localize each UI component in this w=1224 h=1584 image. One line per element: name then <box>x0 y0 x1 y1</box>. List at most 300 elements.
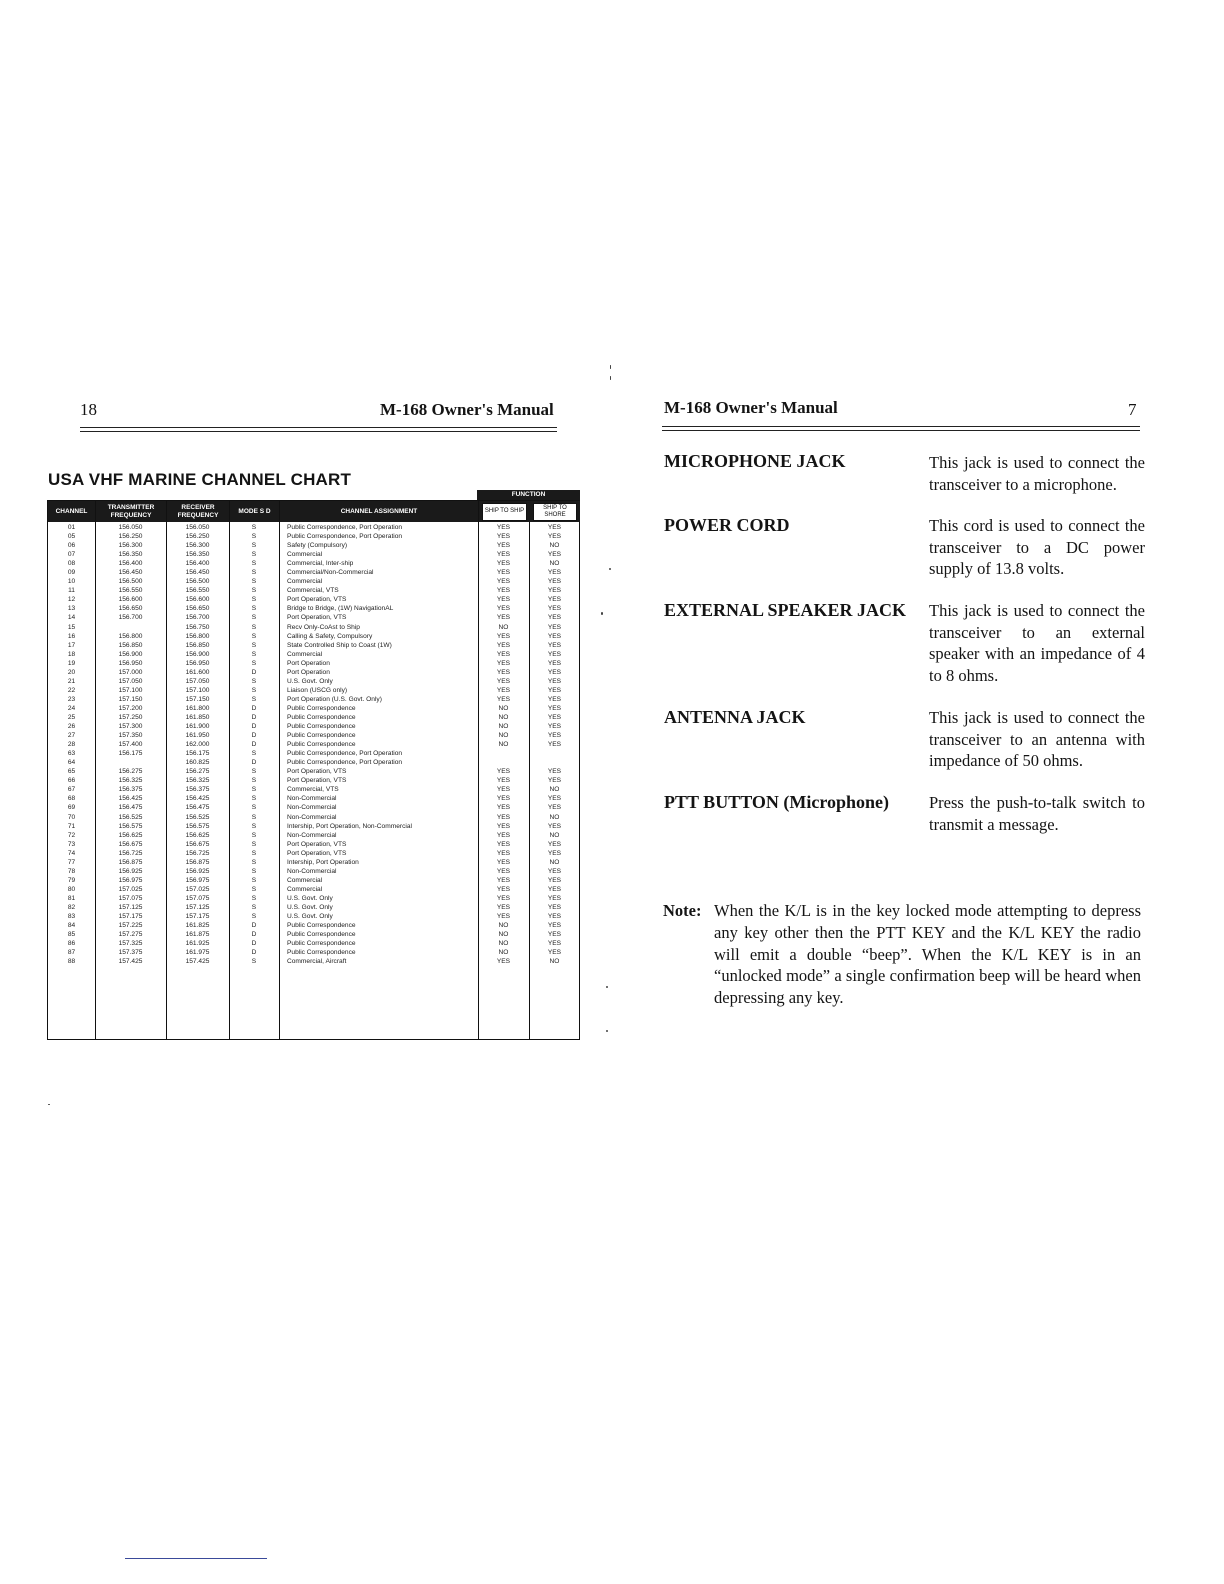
cell-mode: D <box>251 940 257 948</box>
cell-receiver-frequency: 156.250 <box>185 533 210 541</box>
cell-receiver-frequency: 156.625 <box>185 831 210 839</box>
cell-ship-to-shore: YES <box>547 795 562 803</box>
cell-mode: S <box>251 750 257 758</box>
cell-channel-assignment: Commercial <box>287 551 323 559</box>
cell-ship-to-ship: YES <box>496 524 511 531</box>
cell-channel: 73 <box>67 840 76 848</box>
cell-channel-assignment: Public Correspondence <box>287 940 356 948</box>
cell-channel: 74 <box>67 849 76 857</box>
cell-ship-to-ship: NO <box>498 922 509 930</box>
table-row <box>48 532 579 541</box>
cell-channel-assignment: Liaison (USCG only) <box>287 686 348 694</box>
cell-ship-to-ship: YES <box>496 578 511 586</box>
cell-channel: 26 <box>67 723 76 731</box>
cell-receiver-frequency: 156.725 <box>185 849 210 857</box>
cell-channel: 64 <box>67 759 76 767</box>
cell-ship-to-ship: YES <box>496 614 511 622</box>
cell-ship-to-shore: YES <box>547 677 562 685</box>
cell-mode: S <box>251 542 257 550</box>
cell-channel-assignment: Port Operation, VTS <box>287 840 347 848</box>
cell-mode: S <box>251 795 257 803</box>
cell-ship-to-shore: NO <box>549 813 560 821</box>
cell-channel-assignment: Port Operation <box>287 659 330 667</box>
cell-receiver-frequency: 156.600 <box>185 596 210 604</box>
cell-receiver-frequency: 156.800 <box>185 632 210 640</box>
cell-transmitter-frequency: 156.950 <box>118 659 143 667</box>
note-label: Note: <box>663 901 702 920</box>
cell-receiver-frequency: 156.275 <box>185 768 210 776</box>
cell-channel-assignment: Commercial, Inter-ship <box>287 560 354 568</box>
cell-channel: 88 <box>67 958 76 966</box>
cell-receiver-frequency: 156.525 <box>185 813 210 821</box>
cell-channel: 85 <box>67 931 76 939</box>
cell-transmitter-frequency: 156.850 <box>118 641 143 649</box>
cell-transmitter-frequency: 156.525 <box>118 813 143 821</box>
table-row <box>48 559 579 568</box>
cell-channel: 23 <box>67 695 76 703</box>
cell-transmitter-frequency: 156.975 <box>118 876 143 884</box>
cell-ship-to-ship: NO <box>498 949 509 957</box>
cell-ship-to-ship: YES <box>496 551 511 559</box>
cell-receiver-frequency: 156.950 <box>185 659 210 667</box>
cell-receiver-frequency: 156.850 <box>185 641 210 649</box>
cell-channel: 67 <box>67 786 76 794</box>
cell-channel: 82 <box>67 903 76 911</box>
cell-receiver-frequency: 156.650 <box>185 605 210 613</box>
cell-mode: S <box>251 614 257 622</box>
cell-ship-to-shore: YES <box>547 686 562 694</box>
cell-ship-to-shore: YES <box>547 876 562 884</box>
cell-channel: 68 <box>67 795 76 803</box>
cell-transmitter-frequency: 156.275 <box>118 768 143 776</box>
cell-transmitter-frequency: 157.000 <box>118 668 143 676</box>
cell-mode: S <box>251 551 257 559</box>
cell-transmitter-frequency: 157.225 <box>118 922 143 930</box>
cell-channel: 14 <box>67 614 76 622</box>
cell-ship-to-shore: YES <box>547 849 562 857</box>
cell-ship-to-ship: NO <box>498 732 509 740</box>
cell-mode: S <box>251 894 257 902</box>
cell-transmitter-frequency: 157.025 <box>118 885 143 893</box>
cell-channel-assignment: Commercial, VTS <box>287 587 339 595</box>
cell-channel: 10 <box>67 578 76 586</box>
cell-ship-to-shore: YES <box>547 569 562 577</box>
cell-receiver-frequency: 156.175 <box>185 750 210 758</box>
cell-transmitter-frequency: 156.250 <box>118 533 143 541</box>
cell-ship-to-shore: YES <box>547 695 562 703</box>
cell-receiver-frequency: 156.750 <box>185 623 210 631</box>
right-header-rule-top <box>662 426 1140 427</box>
column-header-ship-to-shore: SHIP TO SHORE <box>533 503 577 521</box>
cell-ship-to-shore: YES <box>547 903 562 911</box>
cell-transmitter-frequency: 156.675 <box>118 840 143 848</box>
cell-ship-to-ship: NO <box>498 940 509 948</box>
cell-transmitter-frequency: 156.500 <box>118 578 143 586</box>
cell-ship-to-ship: YES <box>496 831 511 839</box>
table-row <box>48 876 579 885</box>
cell-receiver-frequency: 162.000 <box>185 741 210 749</box>
cell-channel: 77 <box>67 858 76 866</box>
table-row <box>48 813 579 822</box>
table-row <box>48 613 579 622</box>
cell-ship-to-ship: YES <box>496 605 511 613</box>
cell-channel: 84 <box>67 922 76 930</box>
cell-ship-to-ship: YES <box>496 795 511 803</box>
cell-mode: S <box>251 605 257 613</box>
cell-channel: 21 <box>67 677 76 685</box>
cell-channel: 07 <box>67 551 76 559</box>
table-row <box>48 713 579 722</box>
cell-transmitter-frequency: 156.925 <box>118 867 143 875</box>
cell-mode: D <box>251 922 257 930</box>
cell-transmitter-frequency: 157.100 <box>118 686 143 694</box>
cell-ship-to-shore: YES <box>547 659 562 667</box>
cell-channel-assignment: Port Operation, VTS <box>287 596 347 604</box>
cell-mode: S <box>251 867 257 875</box>
left-page-number: 18 <box>80 400 97 419</box>
desc-power-cord: This cord is used to connect the transceiver to a DC power supply of 13.8 volts. <box>929 516 1145 578</box>
cell-channel: 24 <box>67 704 76 712</box>
table-row <box>48 930 579 939</box>
table-row <box>48 668 579 677</box>
cell-receiver-frequency: 161.800 <box>185 704 210 712</box>
cell-mode: S <box>251 524 257 531</box>
right-header-title: M-168 Owner's Manual <box>664 398 838 417</box>
cell-transmitter-frequency: 156.350 <box>118 551 143 559</box>
scan-speck <box>609 568 611 570</box>
table-row <box>48 831 579 840</box>
cell-ship-to-ship: YES <box>496 668 511 676</box>
table-row <box>48 894 579 903</box>
cell-channel-assignment: Recv Only-CoAst to Ship <box>287 623 360 631</box>
cell-receiver-frequency: 156.475 <box>185 804 210 812</box>
cell-channel: 63 <box>67 750 76 758</box>
table-row <box>48 695 579 704</box>
cell-ship-to-ship: NO <box>498 623 509 631</box>
cell-transmitter-frequency: 157.350 <box>118 732 143 740</box>
term-power-cord: POWER CORD <box>664 515 790 535</box>
cell-channel-assignment: Public Correspondence, Port Operation <box>287 750 403 758</box>
function-header: FUNCTION <box>477 490 580 500</box>
cell-channel-assignment: Public Correspondence <box>287 732 356 740</box>
cell-channel: 66 <box>67 777 76 785</box>
cell-channel-assignment: Commercial <box>287 876 323 884</box>
cell-channel: 69 <box>67 804 76 812</box>
cell-transmitter-frequency: 157.175 <box>118 913 143 921</box>
cell-transmitter-frequency: 157.050 <box>118 677 143 685</box>
cell-mode: D <box>251 741 257 749</box>
table-row <box>48 541 579 550</box>
table-row <box>48 677 579 686</box>
cell-transmitter-frequency: 156.875 <box>118 858 143 866</box>
cell-ship-to-ship: YES <box>496 686 511 694</box>
cell-ship-to-ship: YES <box>496 885 511 893</box>
cell-receiver-frequency: 161.875 <box>185 931 210 939</box>
cell-receiver-frequency: 157.425 <box>185 958 210 966</box>
cell-channel-assignment: Calling & Safety, Compulsory <box>287 632 373 640</box>
desc-external-speaker-jack: This jack is used to connect the transceiver to an external speaker with an impedance of 4 to 8 ohms. <box>929 601 1145 685</box>
cell-channel: 28 <box>67 741 76 749</box>
cell-receiver-frequency: 156.325 <box>185 777 210 785</box>
cell-mode: S <box>251 885 257 893</box>
cell-transmitter-frequency: 156.325 <box>118 777 143 785</box>
cell-channel-assignment: Commercial <box>287 885 323 893</box>
table-row <box>48 641 579 650</box>
cell-receiver-frequency: 160.825 <box>185 759 210 767</box>
cell-receiver-frequency: 156.875 <box>185 858 210 866</box>
cell-channel-assignment: Port Operation, VTS <box>287 849 347 857</box>
cell-mode: S <box>251 587 257 595</box>
cell-ship-to-shore: YES <box>547 623 562 631</box>
cell-mode: D <box>251 949 257 957</box>
table-row <box>48 849 579 858</box>
cell-mode: D <box>251 704 257 712</box>
cell-mode: D <box>251 759 257 767</box>
cell-channel-assignment: U.S. Govt. Only <box>287 894 333 902</box>
cell-ship-to-ship: YES <box>496 786 511 794</box>
cell-ship-to-shore: NO <box>549 560 560 568</box>
cell-receiver-frequency: 161.925 <box>185 940 210 948</box>
cell-receiver-frequency: 156.300 <box>185 542 210 550</box>
cell-channel: 11 <box>68 587 75 595</box>
cell-ship-to-ship: YES <box>496 804 511 812</box>
left-header-rule-bottom <box>80 431 557 432</box>
cell-mode: S <box>251 822 257 830</box>
cell-ship-to-shore: YES <box>547 741 562 749</box>
table-row <box>48 749 579 758</box>
cell-receiver-frequency: 156.500 <box>185 578 210 586</box>
cell-channel-assignment: Bridge to Bridge, (1W) NavigationAL <box>287 605 394 613</box>
cell-channel: 12 <box>67 596 76 604</box>
cell-transmitter-frequency: 156.575 <box>118 822 143 830</box>
cell-mode: S <box>251 768 257 776</box>
cell-ship-to-ship: YES <box>496 596 511 604</box>
table-row <box>48 948 579 957</box>
cell-ship-to-shore: YES <box>547 632 562 640</box>
cell-ship-to-shore: YES <box>547 894 562 902</box>
cell-receiver-frequency: 156.925 <box>185 867 210 875</box>
cell-channel-assignment: Non-Commercial <box>287 813 337 821</box>
cell-channel-assignment: Public Correspondence <box>287 713 356 721</box>
cell-channel: 86 <box>67 940 76 948</box>
cell-receiver-frequency: 161.975 <box>185 949 210 957</box>
cell-transmitter-frequency: 156.550 <box>118 587 143 595</box>
term-antenna-jack: ANTENNA JACK <box>664 707 806 727</box>
cell-mode: S <box>251 650 257 658</box>
cell-mode: S <box>251 813 257 821</box>
table-row <box>48 586 579 595</box>
cell-ship-to-shore: YES <box>547 922 562 930</box>
cell-channel: 81 <box>67 894 76 902</box>
cell-mode: D <box>251 732 257 740</box>
cell-receiver-frequency: 156.400 <box>185 560 210 568</box>
cell-ship-to-ship: YES <box>496 650 511 658</box>
cell-ship-to-ship: YES <box>496 822 511 830</box>
cell-mode: S <box>251 858 257 866</box>
cell-ship-to-shore: NO <box>549 958 560 966</box>
cell-receiver-frequency: 156.450 <box>185 569 210 577</box>
table-row <box>48 731 579 740</box>
table-row <box>48 686 579 695</box>
cell-channel-assignment: Safety (Compulsory) <box>287 542 348 550</box>
cell-channel: 22 <box>67 686 76 694</box>
cell-ship-to-ship: YES <box>496 913 511 921</box>
cell-transmitter-frequency: 157.125 <box>118 903 143 911</box>
cell-transmitter-frequency: 157.325 <box>118 940 143 948</box>
cell-ship-to-ship: NO <box>498 704 509 712</box>
cell-receiver-frequency: 161.900 <box>185 723 210 731</box>
cell-transmitter-frequency: 157.200 <box>118 704 143 712</box>
cell-channel-assignment: Intership, Port Operation <box>287 858 359 866</box>
channel-chart-table <box>47 500 580 1040</box>
cell-ship-to-ship: YES <box>496 958 511 966</box>
cell-ship-to-shore: NO <box>549 786 560 794</box>
cell-ship-to-shore: YES <box>547 949 562 957</box>
cell-channel: 83 <box>67 913 76 921</box>
table-row <box>48 767 579 776</box>
cell-ship-to-shore: YES <box>547 614 562 622</box>
cell-ship-to-shore: YES <box>547 913 562 921</box>
cell-ship-to-shore: YES <box>547 840 562 848</box>
cell-channel-assignment: Non-Commercial <box>287 867 337 875</box>
cell-channel: 16 <box>67 632 76 640</box>
cell-channel: 13 <box>67 605 76 613</box>
chart-title: USA VHF MARINE CHANNEL CHART <box>48 470 352 489</box>
cell-channel-assignment: Public Correspondence, Port Operation <box>287 759 403 767</box>
cell-ship-to-shore: YES <box>547 777 562 785</box>
cell-ship-to-shore: YES <box>547 605 562 613</box>
cell-transmitter-frequency: 157.375 <box>118 949 143 957</box>
cell-ship-to-shore: YES <box>547 650 562 658</box>
cell-channel-assignment: Public Correspondence <box>287 723 356 731</box>
cell-channel: 19 <box>67 659 76 667</box>
scan-speck <box>606 1030 608 1032</box>
cell-ship-to-shore: YES <box>547 885 562 893</box>
cell-channel: 18 <box>67 650 76 658</box>
cell-mode: S <box>251 876 257 884</box>
table-row <box>48 794 579 803</box>
cell-ship-to-ship: NO <box>498 931 509 939</box>
cell-ship-to-shore: YES <box>547 723 562 731</box>
column-header-mode: MODE S D <box>230 501 279 522</box>
cell-ship-to-shore: YES <box>547 551 562 559</box>
cell-mode: S <box>251 596 257 604</box>
scan-speck <box>610 376 611 380</box>
cell-transmitter-frequency: 157.300 <box>118 723 143 731</box>
table-row <box>48 785 579 794</box>
cell-receiver-frequency: 161.850 <box>185 713 210 721</box>
cell-mode: S <box>251 632 257 640</box>
table-row <box>48 604 579 613</box>
cell-mode: S <box>251 831 257 839</box>
cell-transmitter-frequency: 156.450 <box>118 569 143 577</box>
cell-receiver-frequency: 156.575 <box>185 822 210 830</box>
cell-transmitter-frequency: 156.650 <box>118 605 143 613</box>
cell-ship-to-ship: YES <box>496 867 511 875</box>
cell-channel-assignment: Public Correspondence <box>287 741 356 749</box>
cell-transmitter-frequency: 156.400 <box>118 560 143 568</box>
left-header-title: M-168 Owner's Manual <box>380 400 554 419</box>
bottom-scan-line <box>125 1558 267 1559</box>
cell-mode: S <box>251 804 257 812</box>
table-row <box>48 632 579 641</box>
cell-mode: S <box>251 849 257 857</box>
cell-ship-to-ship: YES <box>496 894 511 902</box>
cell-ship-to-ship: YES <box>496 632 511 640</box>
cell-mode: S <box>251 695 257 703</box>
cell-ship-to-ship: YES <box>496 542 511 550</box>
cell-receiver-frequency: 156.900 <box>185 650 210 658</box>
cell-receiver-frequency: 157.100 <box>185 686 210 694</box>
cell-receiver-frequency: 157.175 <box>185 913 210 921</box>
column-header-transmitter: TRANSMITTER FREQUENCY <box>96 501 166 522</box>
cell-mode: S <box>251 958 257 966</box>
cell-ship-to-shore: YES <box>547 867 562 875</box>
cell-channel: 71 <box>67 822 76 830</box>
table-row <box>48 740 579 749</box>
table-row <box>48 840 579 849</box>
cell-receiver-frequency: 157.025 <box>185 885 210 893</box>
note-text: When the K/L is in the key locked mode attempting to depress any key other then the PTT KEY and the K/L KEY the radio will emit a double “beep”. When the K/L KEY is in an “unlocked mode” a single confirmation beep will be heard when depressing any key. <box>714 901 1141 1008</box>
desc-microphone-jack: This jack is used to connect the transceiver to a microphone. <box>929 453 1145 494</box>
table-row <box>48 704 579 713</box>
cell-receiver-frequency: 157.125 <box>185 903 210 911</box>
cell-receiver-frequency: 157.150 <box>185 695 210 703</box>
table-row <box>48 822 579 831</box>
cell-ship-to-ship: NO <box>498 741 509 749</box>
cell-channel-assignment: Public Correspondence <box>287 922 356 930</box>
table-row <box>48 776 579 785</box>
desc-antenna-jack: This jack is used to connect the transceiver to an antenna with impedance of 50 ohms. <box>929 708 1145 770</box>
cell-channel: 70 <box>67 813 76 821</box>
cell-ship-to-ship: YES <box>496 560 511 568</box>
table-row <box>48 659 579 668</box>
scan-speck <box>606 986 608 988</box>
cell-ship-to-shore: YES <box>547 768 562 776</box>
table-row <box>48 803 579 812</box>
cell-ship-to-ship: NO <box>498 723 509 731</box>
cell-ship-to-ship: YES <box>496 533 511 541</box>
cell-mode: S <box>251 677 257 685</box>
cell-channel: 06 <box>67 542 76 550</box>
cell-channel-assignment: Public Correspondence, Port Operation <box>287 533 403 541</box>
cell-mode: S <box>251 777 257 785</box>
cell-ship-to-ship: YES <box>496 777 511 785</box>
cell-channel-assignment: Non-Commercial <box>287 831 337 839</box>
left-header-rule-top <box>80 427 557 428</box>
table-row <box>48 885 579 894</box>
cell-ship-to-ship: YES <box>496 695 511 703</box>
scan-speck <box>601 612 603 615</box>
cell-channel: 01 <box>67 524 76 531</box>
cell-receiver-frequency: 156.700 <box>185 614 210 622</box>
cell-ship-to-ship: YES <box>496 813 511 821</box>
table-row <box>48 939 579 948</box>
right-page-number: 7 <box>1128 400 1137 419</box>
cell-transmitter-frequency: 156.800 <box>118 632 143 640</box>
cell-ship-to-shore: YES <box>547 822 562 830</box>
column-header-ship-to-ship: SHIP TO SHIP <box>482 503 527 521</box>
term-ptt-button: PTT BUTTON (Microphone) <box>664 792 890 812</box>
cell-channel-assignment: Port Operation, VTS <box>287 614 347 622</box>
cell-channel-assignment: Public Correspondence <box>287 949 356 957</box>
cell-transmitter-frequency: 156.050 <box>118 524 143 531</box>
cell-mode: S <box>251 578 257 586</box>
cell-ship-to-ship: YES <box>496 641 511 649</box>
cell-mode: S <box>251 686 257 694</box>
cell-channel-assignment: Commercial, Aircraft <box>287 958 347 966</box>
cell-mode: D <box>251 713 257 721</box>
